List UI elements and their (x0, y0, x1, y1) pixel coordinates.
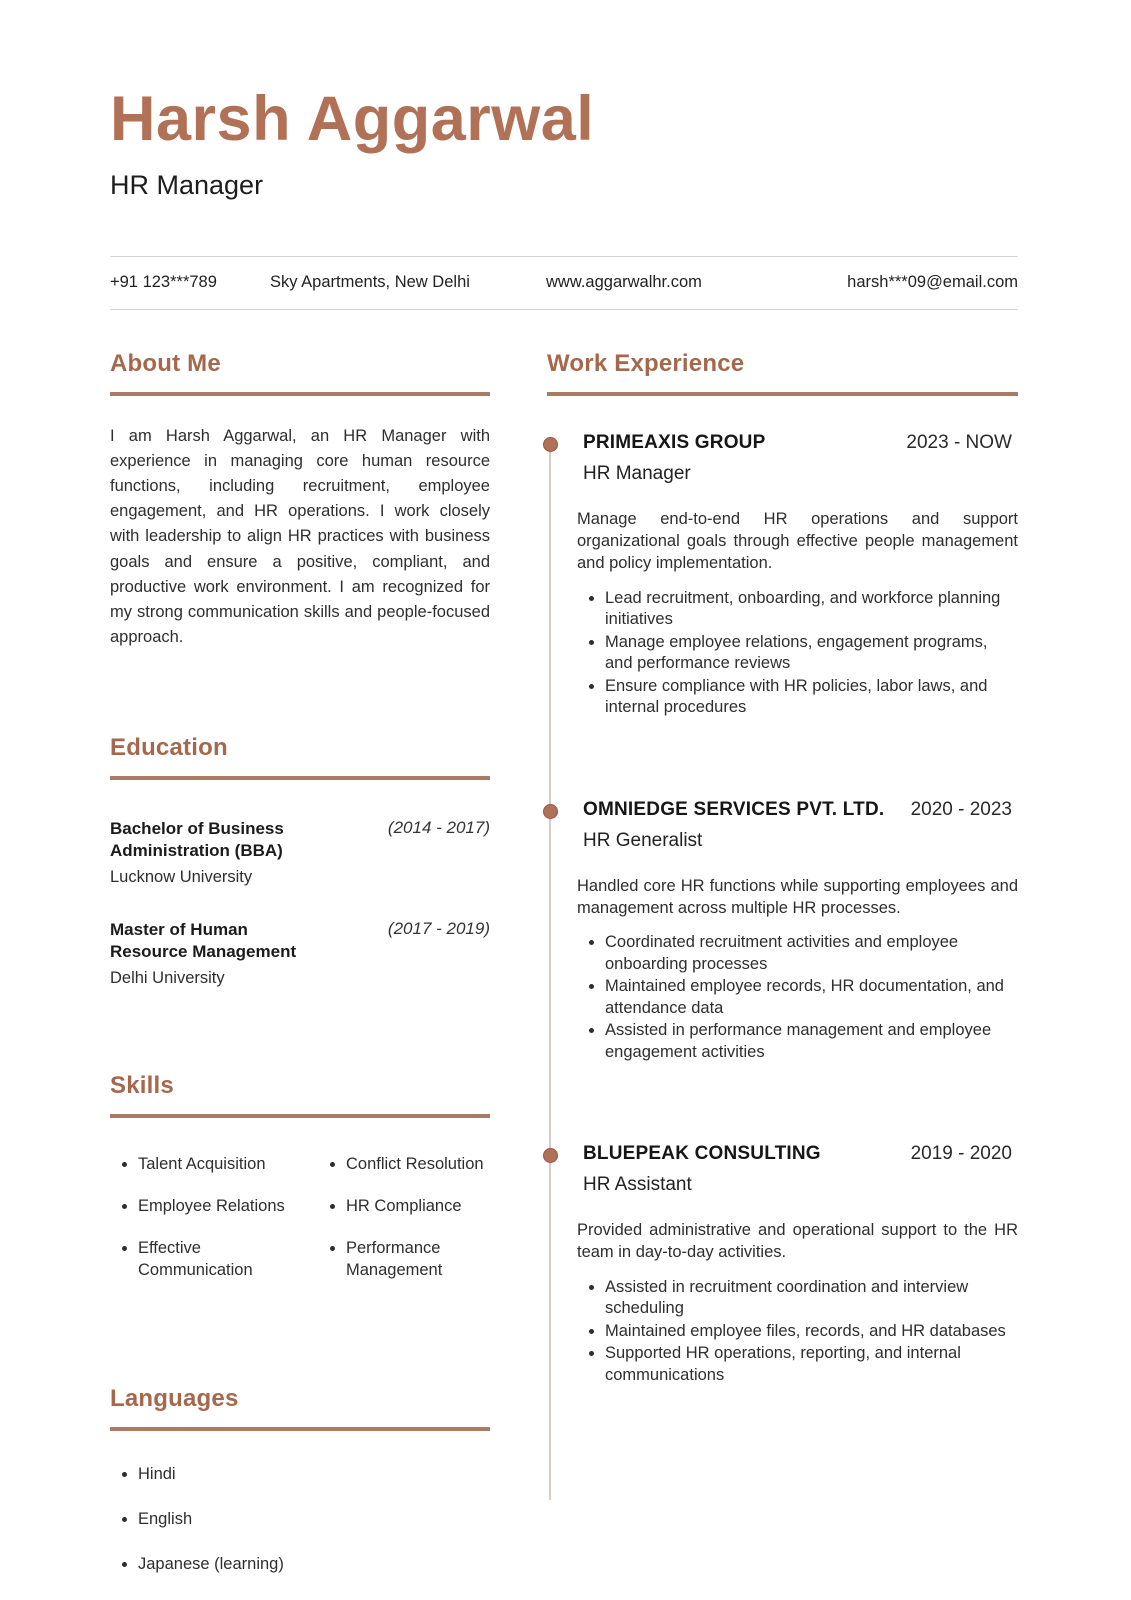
job-bullet: • Coordinated recruitment activities and employee onboarding processes (605, 932, 1018, 975)
job-role: HR Manager (583, 463, 691, 485)
languages-list (110, 1465, 490, 1574)
job-summary: Manage end-to-end HR operations and support organizational goals through effective people management and policy implementation. (577, 510, 1018, 573)
education-item (110, 818, 490, 887)
job-bullet: • Ensure compliance with HR policies, labor laws, and internal procedures (605, 676, 1018, 719)
job-bullet: • Maintained employee records, HR documentation, and attendance data (605, 976, 1018, 1019)
education-degree: Bachelor of Business Administration (BBA) (110, 818, 284, 860)
contact-bar (110, 256, 1018, 310)
about-section (110, 350, 490, 650)
skill-item: • Effective Communication (138, 1238, 318, 1282)
skill-item: • Employee Relations (138, 1196, 318, 1218)
job-bullet: • Lead recruitment, onboarding, and workforce planning initiatives (605, 588, 1018, 631)
skill-item: • Conflict Resolution (346, 1154, 490, 1176)
job-entry (547, 432, 1018, 718)
skill-item: • Talent Acquisition (138, 1154, 318, 1176)
job-header (577, 432, 1018, 454)
language-item: • Hindi (138, 1465, 490, 1484)
education-degree: Master of Human Resource Management (110, 920, 297, 962)
experience-timeline (547, 432, 1018, 1386)
languages-heading: Languages (110, 1385, 490, 1431)
job-bullet-list (577, 932, 1018, 1063)
education-item-row (110, 919, 490, 963)
contact-phone: +91 123***789 (110, 273, 217, 292)
contact-website: www.aggarwalhr.com (546, 273, 702, 292)
language-item: • English (138, 1510, 490, 1529)
skills-columns (110, 1154, 490, 1301)
job-entry (547, 799, 1018, 1064)
job-company: BLUEPEAK CONSULTING (583, 1143, 821, 1165)
education-dates: (2017 - 2019) (387, 919, 490, 939)
education-school: Delhi University (110, 969, 225, 988)
about-text: I am Harsh Aggarwal, an HR Manager with experience in managing core human resource functions, including recruitment, employee engagement, and HR operations. I work closely with leadership to align HR practices with business goals and ensure a positive, compliant, and productive work environment. I am recognized for my strong communication skills and people-focused approach. (110, 427, 490, 646)
language-item: • Japanese (learning) (138, 1555, 490, 1574)
skill-item: • Performance Management (346, 1238, 490, 1282)
job-bullet: • Maintained employee files, records, and HR databases (605, 1321, 1018, 1342)
person-job-title: HR Manager (110, 170, 264, 201)
education-section (110, 734, 490, 988)
person-name: Harsh Aggarwal (110, 84, 595, 154)
education-item-row (110, 818, 490, 862)
job-dates: 2019 - 2020 (910, 1143, 1012, 1165)
left-column (110, 350, 490, 1600)
job-header (577, 799, 1018, 821)
job-role: HR Assistant (583, 1174, 692, 1196)
education-item (110, 919, 490, 988)
job-bullet: • Assisted in performance management and employee engagement activities (605, 1020, 1018, 1063)
education-dates: (2014 - 2017) (387, 817, 490, 837)
skill-item: • HR Compliance (346, 1196, 490, 1218)
education-school: Lucknow University (110, 868, 253, 887)
job-dates: 2023 - NOW (906, 432, 1012, 454)
job-bullet-list (577, 1277, 1018, 1386)
skills-list-right (318, 1154, 490, 1301)
job-header (577, 1143, 1018, 1165)
content-columns (110, 350, 1018, 1600)
right-column (547, 350, 1018, 1600)
experience-section (547, 350, 1018, 1386)
job-bullet: • Supported HR operations, reporting, and internal communications (605, 1343, 1018, 1386)
header (110, 86, 1018, 201)
job-bullet: • Manage employee relations, engagement programs, and performance reviews (605, 632, 1018, 675)
contact-address: Sky Apartments, New Delhi (270, 273, 470, 292)
contact-email: harsh***09@email.com (847, 273, 1018, 292)
job-summary: Handled core HR functions while supporting employees and management across multiple HR processes. (577, 876, 1018, 917)
job-summary: Provided administrative and operational support to the HR team in day-to-day activities. (577, 1221, 1018, 1262)
job-entry (547, 1143, 1018, 1386)
education-heading: Education (110, 734, 490, 780)
skills-list-left (110, 1154, 318, 1301)
job-company: PRIMEAXIS GROUP (583, 432, 766, 454)
job-company: OMNIEDGE SERVICES PVT. LTD. (583, 798, 885, 820)
job-bullet: • Assisted in recruitment coordination and interview scheduling (605, 1277, 1018, 1320)
skills-section (110, 1072, 490, 1301)
job-dates: 2020 - 2023 (910, 798, 1012, 820)
experience-heading: Work Experience (547, 350, 1018, 396)
job-role: HR Generalist (583, 829, 703, 851)
about-heading: About Me (110, 350, 490, 396)
languages-section (110, 1385, 490, 1574)
job-bullet-list (577, 588, 1018, 719)
skills-heading: Skills (110, 1072, 490, 1118)
